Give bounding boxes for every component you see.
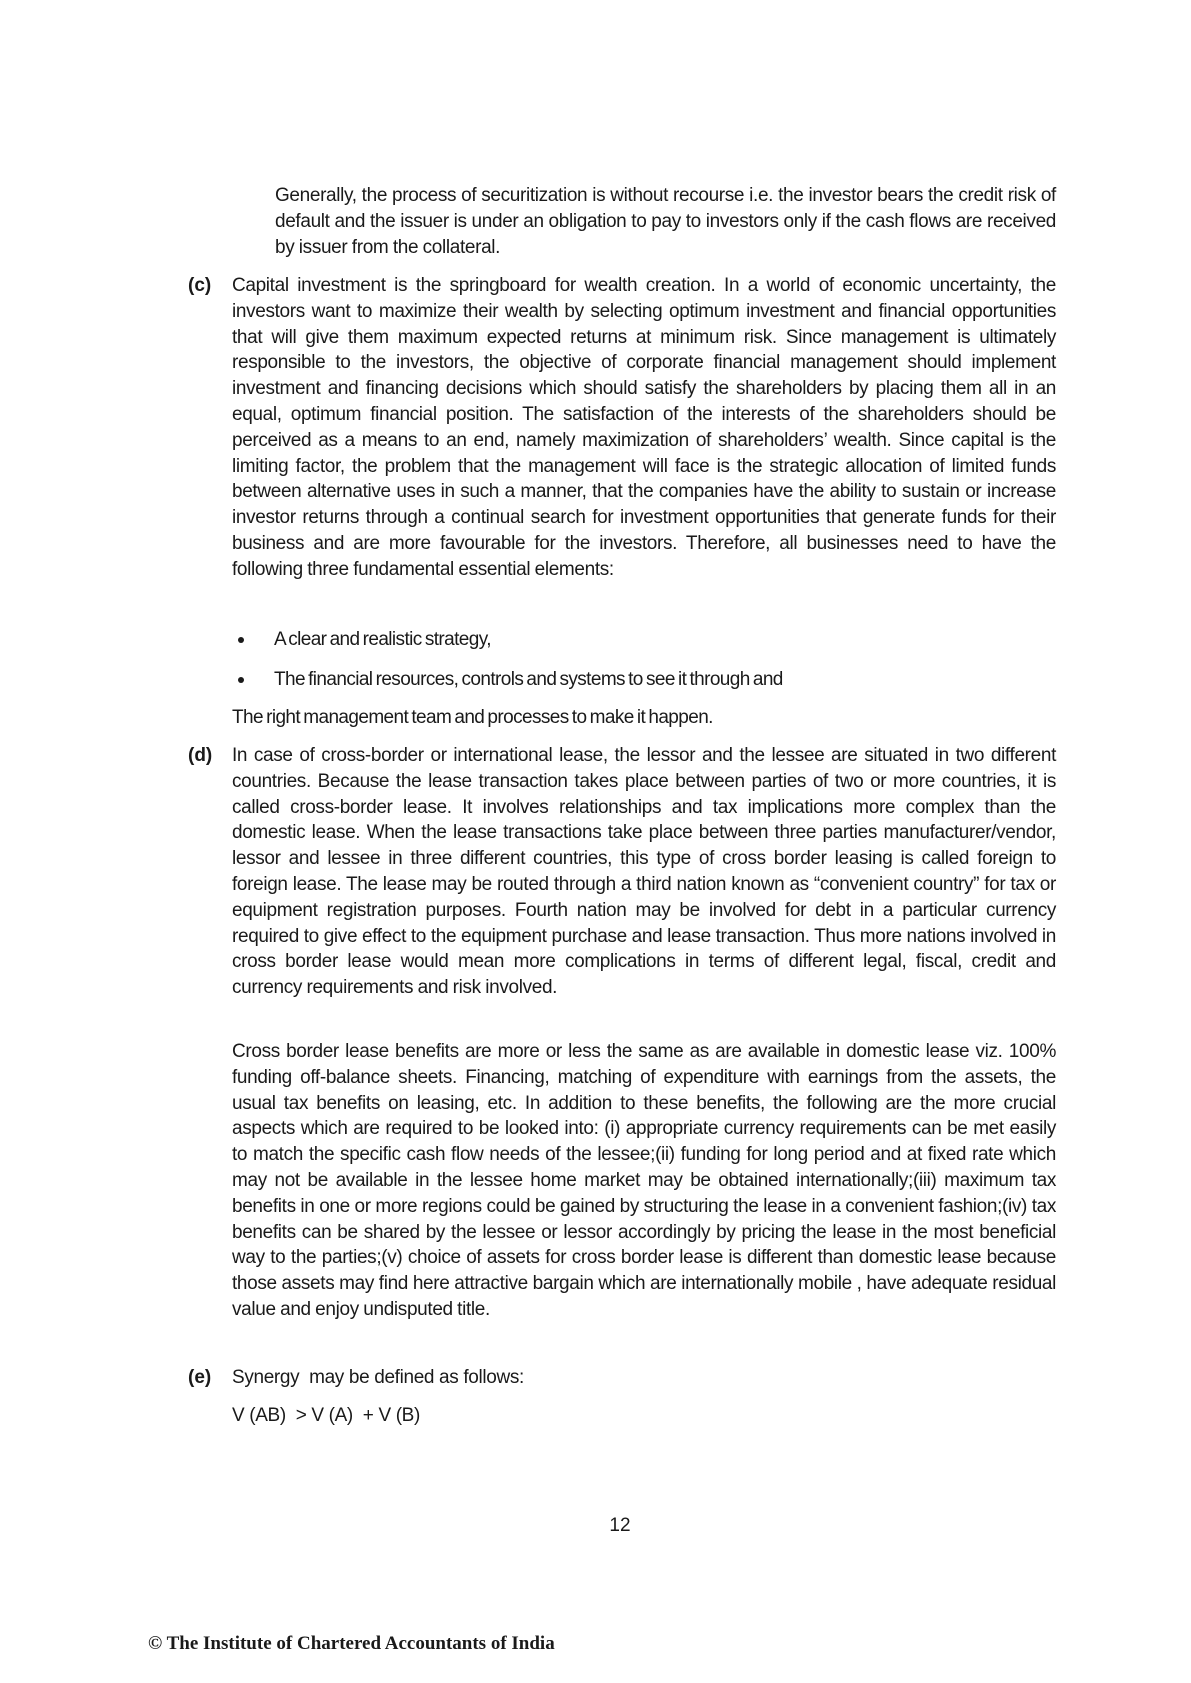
section-d-paragraph-1: In case of cross-border or international lease, the lessor and the lessee are situated in two different countries. Because the lease transaction takes place between parties of two or more countries, it is called cross-border lease. It involves relationships and tax implications more complex than the domestic lease. When the lease transactions take place between three parties manufacturer/vendor, lessor and lessee in three different countries, this type of cross border leasing is called foreign to foreign lease. The lease may be routed through a third nation known as “convenient country” for tax or equipment registration purposes. Fourth nation may be involved for debt in a particular currency required to give effect to the equipment purchase and lease transaction. Thus more nations involved in cross border lease would mean more complications in terms of different legal, fiscal, credit and currency requirements and risk involved. (232, 745, 1056, 999)
bullet-text: The financial resources, controls and systems to see it through and (274, 669, 783, 690)
section-c-label: (c) (188, 275, 212, 296)
section-e-intro: Synergy may be defined as follows: (232, 1367, 524, 1388)
page-number: 12 (609, 1515, 631, 1536)
synergy-formula: V (AB) > V (A) + V (B) (232, 1405, 420, 1426)
bullet-icon (238, 677, 244, 683)
section-d-paragraph-2: Cross border lease benefits are more or less the same as are available in domestic lease viz. 100% funding off-balance sheets. Financing, matching of expenditure with earnings from the assets, the usual tax benefits on leasing, etc. In addition to these benefits, the following are the more crucial aspects which are required to be looked into: (i) appropriate currency requirements can be met easily to match the specific cash flow needs of the lessee;(ii) funding for long period and at fixed rate which may not be available in the lessee home market may be obtained internationally;(iii) maximum tax benefits in one or more regions could be gained by structuring the lease in a convenient fashion;(iv) tax benefits can be shared by the lessee or lessor accordingly by pricing the lease in the most beneficial way to the parties;(v) choice of assets for cross border lease is different than domestic lease because those assets may find here attractive bargain which are internationally mobile , have adequate residual value and enjoy undisputed title. (232, 1041, 1056, 1320)
section-c-trailing-line: The right management team and processes to make it happen. (232, 707, 713, 728)
bullet-icon (238, 637, 244, 643)
bullet-text: A clear and realistic strategy, (274, 629, 491, 650)
continuation-paragraph: Generally, the process of securitization is without recourse i.e. the investor bears the credit risk of default and the issuer is under an obligation to pay to investors only if the cash flows are received by issuer from the collateral. (275, 185, 1056, 258)
section-d-label: (d) (188, 745, 213, 766)
section-c-paragraph: Capital investment is the springboard for wealth creation. In a world of economic uncertainty, the investors want to maximize their wealth by selecting optimum investment and financial opportunities that will give them maximum expected returns at minimum risk. Since management is ultimately responsible to the investors, the objective of corporate financial management should implement investment and financing decisions which should satisfy the shareholders by placing them all in an equal, optimum financial position. The satisfaction of the interests of the shareholders should be perceived as a means to an end, namely maximization of shareholders’ wealth. Since capital is the limiting factor, the problem that the management will face is the strategic allocation of limited funds between alternative uses in such a manner, that the companies have the ability to sustain or increase investor returns through a continual search for investment opportunities that generate funds for their business and are more favourable for the investors. Therefore, all businesses need to have the following three fundamental essential elements: (232, 275, 1056, 580)
section-e-label: (e) (188, 1367, 212, 1388)
footer-copyright: © The Institute of Chartered Accountants of India (148, 1633, 555, 1654)
